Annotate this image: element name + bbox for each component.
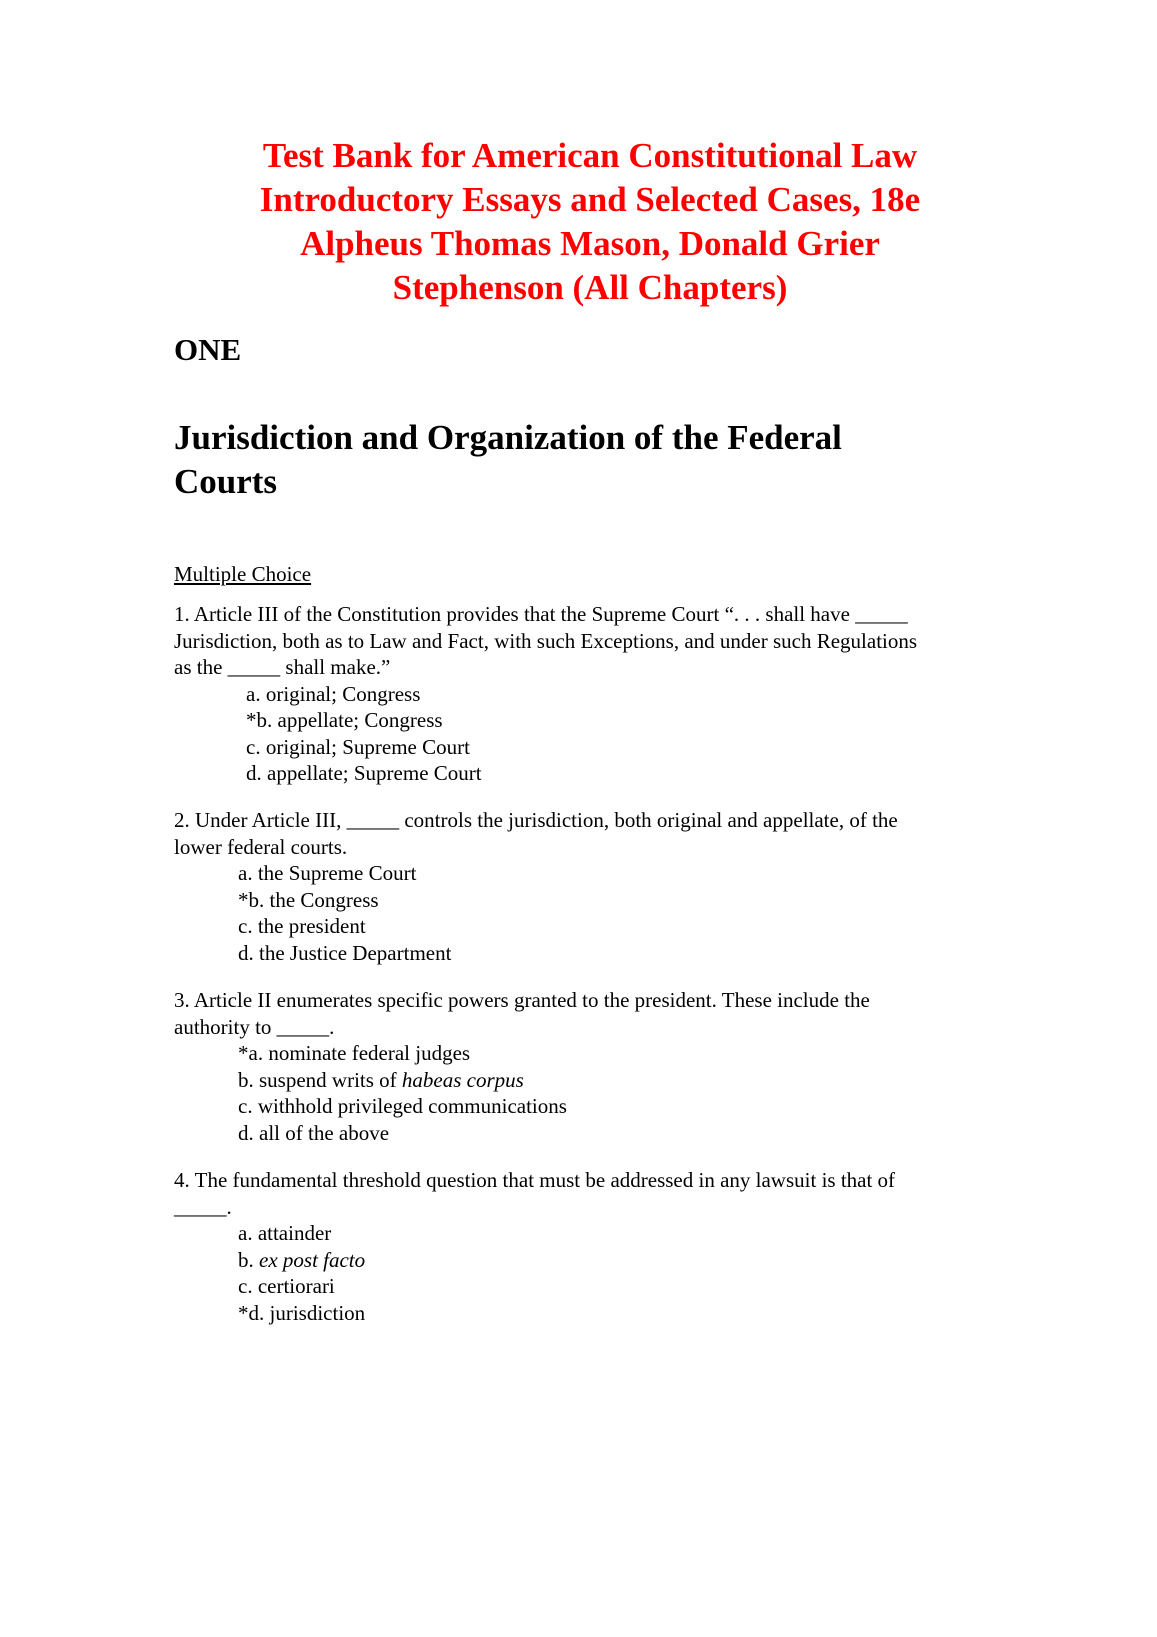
- answer-option: [238, 1067, 1004, 1094]
- option-italic-text: ex post facto: [259, 1247, 366, 1272]
- answer-option-correct: *b. appellate; Congress: [246, 708, 443, 732]
- answer-options: [238, 1220, 1004, 1326]
- stem-line: 3. Article II enumerates specific powers granted to the president. These include the: [174, 988, 870, 1012]
- answer-option-correct: *a. nominate federal judges: [238, 1041, 471, 1065]
- question-4: [174, 1167, 1004, 1326]
- stem-line: as the _____ shall make.”: [174, 655, 391, 679]
- question-3: [174, 987, 1004, 1146]
- answer-option: a. original; Congress: [246, 681, 421, 706]
- answer-option-correct: *b. the Congress: [238, 887, 379, 912]
- title-line: Introductory Essays and Selected Cases, 18e: [259, 180, 921, 219]
- document-title: [170, 134, 1010, 310]
- stem-line: 4. The fundamental threshold question that must be addressed in any lawsuit is that of: [174, 1168, 896, 1192]
- answer-option: a. attainder: [238, 1221, 332, 1245]
- stem-line: lower federal courts.: [174, 834, 348, 859]
- title-line: Stephenson (All Chapters): [392, 268, 788, 307]
- answer-options: [238, 1040, 1004, 1146]
- question-stem: [174, 1167, 1004, 1220]
- answer-options: [246, 681, 1004, 787]
- stem-line: Jurisdiction, both as to Law and Fact, with such Exceptions, and under such Regulations: [174, 628, 918, 653]
- question-stem: [174, 987, 1004, 1040]
- stem-line: _____.: [174, 1194, 232, 1219]
- stem-line: 1. Article III of the Constitution provides that the Supreme Court “. . . shall have _____: [174, 602, 908, 626]
- chapter-title: [174, 416, 994, 504]
- answer-option: d. all of the above: [238, 1120, 390, 1145]
- answer-option: [238, 1247, 1004, 1274]
- stem-line: authority to _____.: [174, 1014, 335, 1039]
- chapter-number: ONE: [174, 332, 242, 367]
- answer-option: d. appellate; Supreme Court: [246, 761, 482, 785]
- answer-option-correct: *d. jurisdiction: [238, 1300, 366, 1325]
- title-line: Alpheus Thomas Mason, Donald Grier: [300, 224, 880, 263]
- title-line: Test Bank for American Constitutional Law: [262, 136, 918, 175]
- answer-option: d. the Justice Department: [238, 940, 452, 965]
- question-2: [174, 807, 1004, 966]
- answer-option: c. certiorari: [238, 1274, 335, 1298]
- answer-options: [238, 860, 1004, 966]
- stem-line: 2. Under Article III, _____ controls the jurisdiction, both original and appellate, of the: [174, 808, 898, 832]
- question-1: [174, 601, 1004, 787]
- question-stem: [174, 601, 1004, 681]
- chapter-title-line: Jurisdiction and Organization of the Federal: [174, 418, 842, 457]
- question-stem: [174, 807, 1004, 860]
- section-label: Multiple Choice: [174, 562, 312, 586]
- answer-option: c. original; Supreme Court: [246, 734, 470, 759]
- answer-option: c. withhold privileged communications: [238, 1094, 567, 1118]
- option-text: b.: [238, 1247, 259, 1272]
- chapter-title-line: Courts: [174, 462, 278, 501]
- answer-option: c. the president: [238, 914, 366, 938]
- option-text: b. suspend writs of: [238, 1067, 402, 1092]
- option-italic-text: habeas corpus: [401, 1067, 524, 1092]
- answer-option: a. the Supreme Court: [238, 861, 417, 885]
